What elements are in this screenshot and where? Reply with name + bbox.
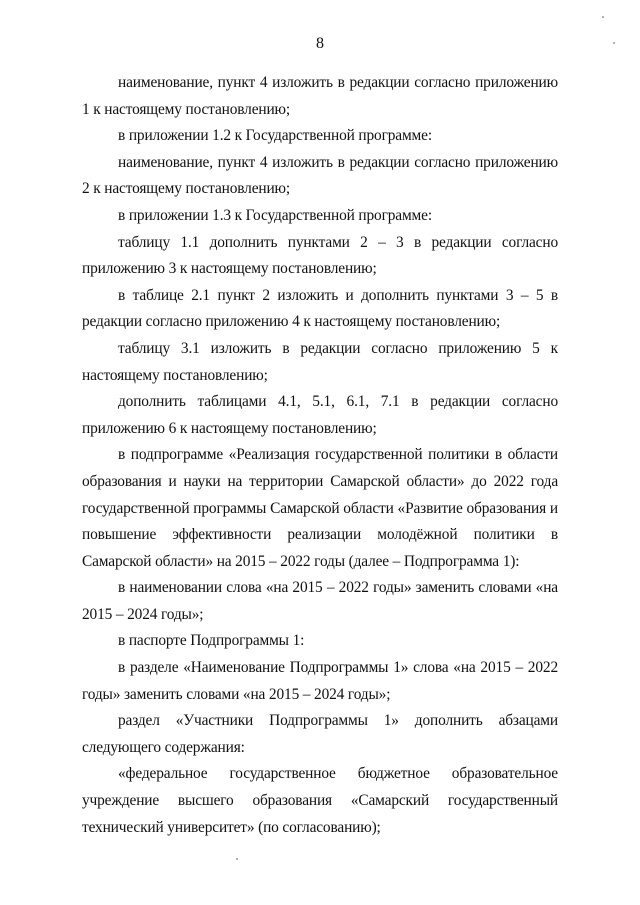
paragraph-4: в приложении 1.3 к Государственной программе: — [118, 206, 432, 224]
paragraph-10: в наименовании слова «на 2015 – 2022 годы» заменить словами «на 2015 – 2024 годы»; — [82, 579, 558, 623]
paragraph-6: в таблице 2.1 пункт 2 изложить и дополнить пунктами 3 – 5 в редакции согласно приложению 4 к настоящему постановлению; — [82, 286, 558, 331]
paragraph-13: раздел «Участники Подпрограммы 1» дополнить абзацами следующего содержания: — [82, 712, 558, 756]
paragraph-8: дополнить таблицами 4.1, 5.1, 6.1, 7.1 в редакции согласно приложению 6 к настоящему постановлению; — [82, 393, 558, 437]
paragraph-14: «федеральное государственное бюджетное образовательное учреждение высшего образования «Самарский государственный технический университет» (по согласованию); — [82, 765, 558, 836]
paragraph-12: в разделе «Наименование Подпрограммы 1» слова «на 2015 – 2022 годы» заменить словами «на 2015 – 2024 годы»; — [82, 659, 558, 703]
paragraph-5: таблицу 1.1 дополнить пунктами 2 – 3 в редакции согласно приложению 3 к настоящему постановлению; — [82, 233, 558, 278]
scan-speck — [613, 42, 615, 44]
paragraph-2: в приложении 1.2 к Государственной программе: — [118, 127, 432, 145]
paragraph-3: наименование, пункт 4 изложить в редакции согласно приложению 2 к настоящему постановлению; — [82, 153, 558, 198]
page-number: 8 — [316, 35, 324, 52]
scan-speck — [602, 16, 604, 18]
paragraph-1: наименование, пункт 4 изложить в редакции согласно приложению 1 к настоящему постановлению; — [82, 74, 558, 118]
paragraph-7: таблицу 3.1 изложить в редакции согласно приложению 5 к настоящему постановлению; — [82, 339, 558, 384]
document-body — [82, 70, 558, 841]
paragraph-11: в паспорте Подпрограммы 1: — [118, 632, 305, 650]
scan-speck — [236, 858, 238, 860]
paragraph-9: в подпрограмме «Реализация государственной политики в области образования и науки на территории Самарской области» до 2022 года государственной программы Самарской области «Развитие образования и повышение эффективности реализации молодёжной политики в Самарской области» на 2015 – 2022 годы (далее – Подпрограмма 1): — [82, 446, 558, 570]
